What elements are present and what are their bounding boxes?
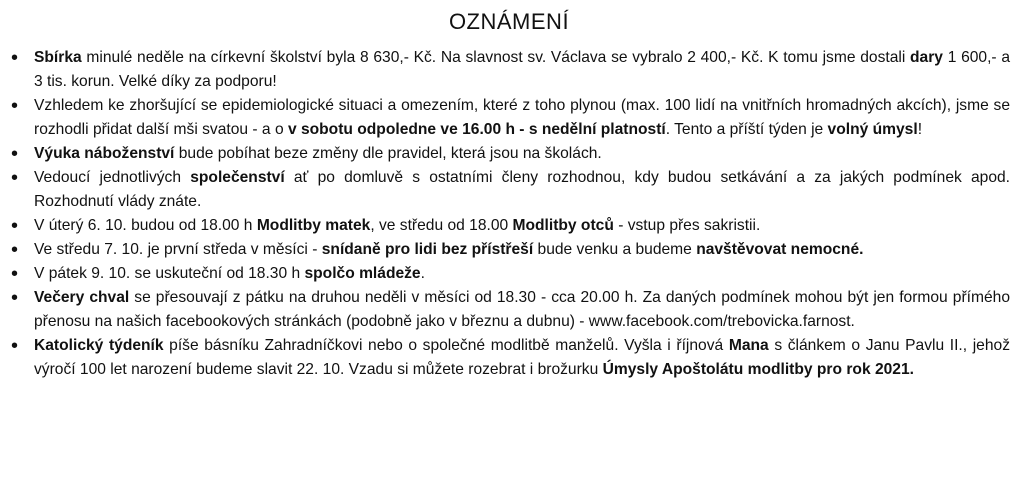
notice-bold: volný úmysl — [827, 121, 918, 138]
notice-text: . — [420, 265, 425, 282]
notice-bold: Modlitby matek — [256, 217, 371, 234]
notice-text: s článkem o Janu Pavlu II., jehož výročí 100 let narození budeme slavit 22. 10. Vzadu si můžete rozebrat i brožurku — [34, 337, 1010, 378]
notice-text: V úterý 6. 10. budou od 18.00 h — [34, 217, 257, 234]
notice-first-wednesday — [8, 238, 1010, 262]
notice-text: píše básníku Zahradníčkovi nebo o společné modlitbě manželů. Vyšla i říjnová — [163, 337, 729, 354]
notice-religious-education — [8, 142, 1010, 166]
notice-bold: Sbírka — [34, 49, 82, 66]
notice-bold: v sobotu odpoledne ve 16.00 h - s nedělní platností — [287, 121, 666, 138]
notice-extra-mass — [8, 94, 1010, 142]
notice-text: . Tento a příští týden je — [665, 121, 828, 138]
notice-youth-meeting — [8, 262, 1010, 286]
notice-text: ! — [917, 121, 923, 138]
notice-text: 1 600,- a 3 tis. korun. Velké díky za podporu! — [34, 49, 1011, 90]
notice-bold: snídaně pro lidi bez přístřeší — [321, 241, 534, 258]
notice-text: bude venku a budeme — [533, 241, 697, 258]
notice-text: Vedoucí jednotlivých — [34, 169, 191, 186]
notice-communities — [8, 166, 1010, 214]
notice-text: - vstup přes sakristii. — [613, 217, 761, 234]
notice-text: minulé neděle na církevní školství byla 8 630,- Kč. Na slavnost sv. Václava se vybralo 2 400,- Kč. K tomu jsme dostali — [81, 49, 911, 66]
notice-bold: Katolický týdeník — [34, 337, 164, 354]
notice-text: se přesouvají z pátku na druhou neděli v měsíci od 18.30 - cca 20.00 h. Za daných podmínek mohou být jen formou přímého přenosu na našich facebookových stránkách (podobně jako v březnu a dubnu) - www.facebook.com/trebovicka.farnost. — [34, 289, 1010, 330]
notice-bold: navštěvovat nemocné. — [696, 241, 864, 258]
notice-praise-evenings — [8, 286, 1010, 334]
page-title: OZNÁMENÍ — [448, 9, 570, 34]
notice-catholic-weekly — [8, 334, 1010, 382]
notice-list — [8, 46, 1010, 382]
notice-collection — [8, 46, 1010, 94]
notice-text: , ve středu od 18.00 — [370, 217, 513, 234]
notice-prayers — [8, 214, 1010, 238]
notice-text: Ve středu 7. 10. je první středa v měsíci - — [34, 241, 322, 258]
notice-text: bude pobíhat beze změny dle pravidel, která jsou na školách. — [174, 145, 602, 162]
notice-bold: Mana — [728, 337, 769, 354]
notice-bold: dary — [910, 49, 943, 66]
notice-bold: společenství — [190, 169, 285, 186]
notice-text: V pátek 9. 10. se uskuteční od 18.30 h — [34, 265, 305, 282]
notice-bold: Úmysly Apoštolátu modlitby pro rok 2021. — [602, 361, 914, 378]
notice-text: Vzhledem ke zhoršující se epidemiologické situaci a omezením, které z toho plynou (max. 100 lidí na vnitřních hromadných akcích), jsme se rozhodli přidat další mši svatou - a o — [34, 97, 1010, 138]
notice-bold: Večery chval — [34, 289, 130, 306]
notice-bold: Modlitby otců — [512, 217, 614, 234]
notice-bold: Výuka náboženství — [34, 145, 175, 162]
notice-text: ať po domluvě s ostatními členy rozhodnou, kdy budou setkávání a za jakých podmínek apod. Rozhodnutí vlády znáte. — [34, 169, 1010, 210]
notice-bold: spolčo mládeže — [304, 265, 421, 282]
